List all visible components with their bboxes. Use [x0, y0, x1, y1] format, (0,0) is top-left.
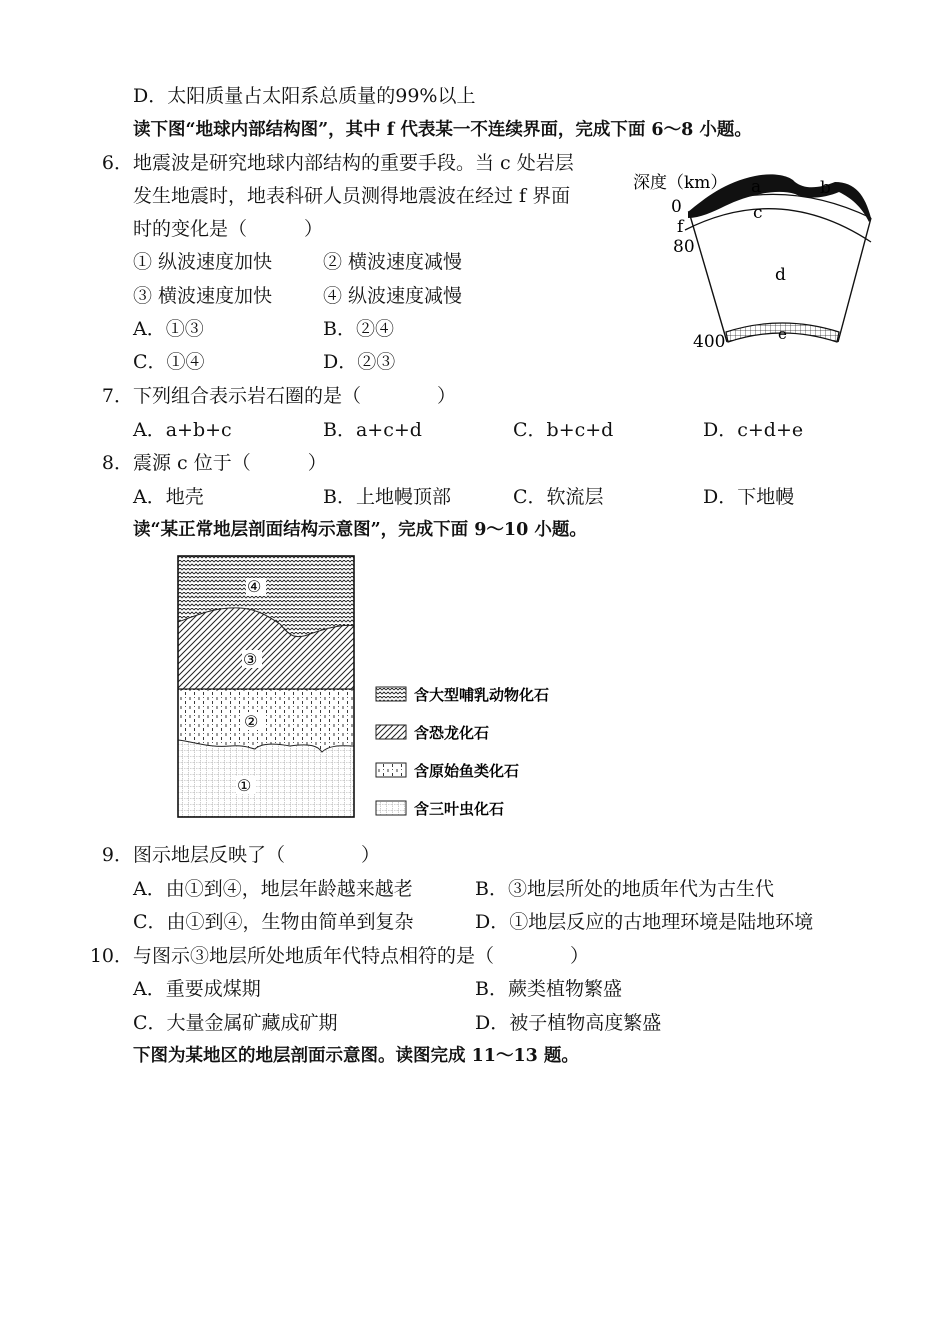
- q7-option-d: D．c+d+e: [703, 419, 804, 441]
- q9-option-d: D．①地层反应的古地理环境是陆地环境: [475, 911, 814, 933]
- layer-label-e: e: [778, 325, 787, 343]
- q7-option-a: A．a+b+c: [133, 419, 232, 441]
- stratum-label-2: ②: [244, 712, 259, 731]
- q6-option-d: D．②③: [323, 351, 396, 373]
- q8-stem: 震源 c 位于（ ）: [133, 452, 327, 474]
- layer-label-a: a: [751, 177, 762, 197]
- legend-swatch-mammal: [376, 687, 406, 701]
- layer-label-c: c: [753, 203, 763, 223]
- q10-option-d: D．被子植物高度繁盛: [475, 1012, 662, 1034]
- tick-80: 80: [673, 237, 695, 257]
- q10-option-c: C．大量金属矿藏成矿期: [133, 1012, 338, 1034]
- q9-number: 9．: [101, 844, 133, 866]
- q8-option-d: D．下地幔: [703, 486, 795, 508]
- q9-option-b: B．③地层所处的地质年代为古生代: [475, 878, 774, 900]
- legend-swatch-trilobite: [376, 801, 406, 815]
- section-intro-11-13: 下图为某地区的地层剖面示意图。读图完成 11～13 题。: [133, 1046, 579, 1066]
- q6-stem-line3: 时的变化是（ ）: [133, 218, 324, 240]
- q7-option-c: C．b+c+d: [513, 419, 614, 441]
- q8-option-c: C．软流层: [513, 486, 604, 508]
- layer-label-d: d: [775, 265, 786, 285]
- legend-label-trilobite: 含三叶虫化石: [414, 800, 505, 818]
- q6-item-1: ① 纵波速度加快: [133, 251, 273, 273]
- q7-option-b: B．a+c+d: [323, 419, 422, 441]
- section-intro-9-10: 读“某正常地层剖面结构示意图”，完成下面 9～10 小题。: [133, 520, 587, 540]
- q6-item-4: ④ 纵波速度减慢: [323, 285, 463, 307]
- tick-f: f: [677, 217, 684, 237]
- legend-swatch-dinosaur: [376, 725, 406, 739]
- q10-number: 10．: [89, 945, 133, 967]
- legend-swatch-fish: [376, 763, 406, 777]
- q6-number: 6．: [101, 152, 133, 174]
- tick-400: 400: [693, 332, 726, 352]
- q8-option-b: B．上地幔顶部: [323, 486, 451, 508]
- q6-option-c: C．①④: [133, 351, 205, 373]
- section-intro-6-8: 读下图“地球内部结构图”，其中 f 代表某一不连续界面，完成下面 6～8 小题。: [133, 120, 752, 140]
- q8-number: 8．: [101, 452, 133, 474]
- q10-option-a: A．重要成煤期: [133, 978, 261, 1000]
- q7-number: 7．: [101, 385, 133, 407]
- stratum-label-4: ④: [247, 577, 262, 596]
- q6-item-3: ③ 横波速度加快: [133, 285, 273, 307]
- stratum-label-3: ③: [243, 650, 258, 669]
- q10-stem: 与图示③地层所处地质年代特点相符的是（ ）: [133, 945, 590, 967]
- q6-stem-line2: 发生地震时，地表科研人员测得地震波在经过 f 界面: [133, 185, 571, 207]
- legend-label-dinosaur: 含恐龙化石: [414, 724, 490, 742]
- q9-option-c: C．由①到④，生物由简单到复杂: [133, 911, 414, 933]
- q8-option-a: A．地壳: [133, 486, 204, 508]
- q6-item-2: ② 横波速度减慢: [323, 251, 463, 273]
- legend-label-mammal: 含大型哺乳动物化石: [414, 686, 550, 704]
- q7-stem: 下列组合表示岩石圈的是（ ）: [133, 385, 457, 407]
- depth-label: 深度（km）: [633, 173, 728, 193]
- q5-option-d: D．太阳质量占太阳系总质量的99%以上: [133, 85, 476, 107]
- legend-label-fish: 含原始鱼类化石: [414, 762, 520, 780]
- q6-stem-line1: 地震波是研究地球内部结构的重要手段。当 c 处岩层: [133, 152, 574, 174]
- q6-option-b: B．②④: [323, 318, 394, 340]
- q6-option-a: A．①③: [133, 318, 204, 340]
- tick-0: 0: [671, 197, 682, 217]
- earth-structure-figure: [625, 160, 885, 360]
- q10-option-b: B．蕨类植物繁盛: [475, 978, 622, 1000]
- q9-stem: 图示地层反映了（ ）: [133, 844, 381, 866]
- layer-label-b: b: [820, 178, 831, 198]
- stratum-label-1: ①: [237, 776, 252, 795]
- strata-profile-figure: [170, 552, 570, 824]
- q9-option-a: A．由①到④，地层年龄越来越老: [133, 878, 413, 900]
